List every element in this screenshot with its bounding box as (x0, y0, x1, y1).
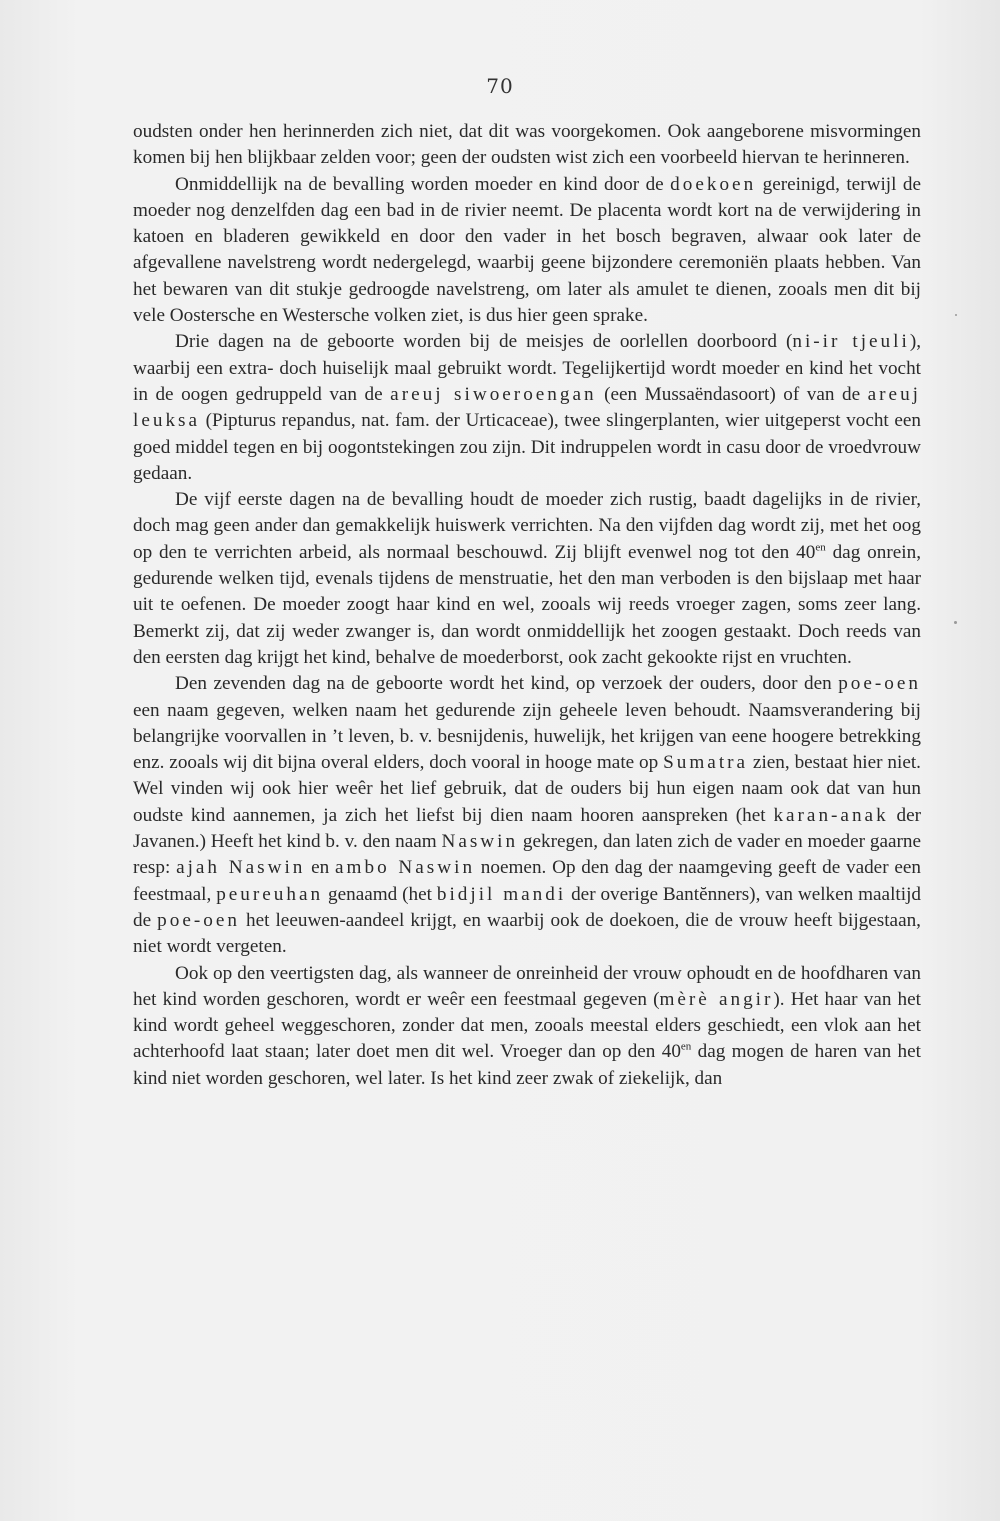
paragraph (133, 961, 921, 1092)
text-run: Ook op den veertigsten dag, als wanneer de onreinheid der vrouw ophoudt en de hoofdharen van het kind worden geschoren, wordt er weêr een feestmaal gegeven ( (133, 962, 921, 1010)
superscript: en (680, 1041, 692, 1053)
spaced-term: ajah Naswin (176, 857, 306, 879)
paragraph (133, 119, 921, 172)
text-run: Drie dagen na de geboorte worden bij de meisjes de oorlellen doorboord ( (175, 331, 793, 353)
spaced-term: peureuhan (216, 883, 324, 905)
spaced-term: areuj leuksa (133, 383, 921, 432)
page-number: 70 (486, 74, 514, 98)
text-run: Onmiddellijk na de bevalling worden moeder en kind door de (175, 173, 671, 195)
text-run: oudsten onder hen herinnerden zich niet, dat dit was voorgekomen. Ook aangeborene misvormingen komen bij hen blijkbaar zelden voor; geen der oudsten wist zich een voorbeeld hiervan te herinneren. (133, 121, 921, 169)
spaced-term: karan-anak (773, 804, 889, 826)
paper-speck (954, 621, 957, 624)
text-run: en (305, 857, 336, 879)
spaced-term: Sumatra (663, 752, 749, 774)
text-run: dag mogen de haren van het kind niet worden geschoren, wel later. Is het kind zeer zwak of ziekelijk, dan (133, 1041, 921, 1089)
text-run: (een Mussaëndasoort) of van de (596, 383, 868, 405)
paragraph (133, 329, 921, 487)
text-run: genaamd (het (323, 883, 437, 905)
spaced-term: poe-oen (157, 909, 240, 931)
text-run: noemen. Op den dag der naamgeving geeft de vader een feestmaal, (133, 857, 921, 905)
spaced-term: Naswin (441, 831, 519, 853)
spaced-term: mèrè angir (659, 988, 774, 1010)
spaced-term: doekoen (670, 173, 757, 195)
superscript: en (815, 541, 826, 554)
text-run: De vijf eerste dagen na de bevalling houdt de moeder zich rustig, baadt dagelijks in de rivier, doch mag geen ander dan gemakkelijk huiswerk verrichten. Na den vijfden dag wordt zij, met het oog op den te verrichten arbeid, als normaal beschouwd. Zij blijft evenwel nog tot den 40 (133, 489, 921, 563)
text-run: Den zevenden dag na de geboorte wordt het kind, op verzoek der ouders, door den (175, 673, 839, 695)
body-text (133, 119, 921, 1092)
paragraph (133, 487, 921, 671)
spaced-term: bidjil mandi (436, 883, 567, 905)
spaced-term: ni-ir tjeuli (792, 331, 910, 353)
text-run: (Pipturus repandus, nat. fam. der Urticaceae), twee slingerplanten, wier uitgeperst vocht een goed middel tegen en bij oogontstekingen zou zijn. Dit indruppelen wordt in casu door de vroedvrouw gedaan. (133, 410, 921, 484)
text-run: ). Het haar van het kind wordt geheel weggeschoren, zonder dat men, zooals meestal elders geschiedt, een vlok aan het achterhoofd laat staan; later doet men dit wel. Vroeger dan op den 40 (133, 988, 921, 1063)
paper-speck (955, 314, 957, 316)
text-run: gereinigd, terwijl de moeder nog denzelfden dag een bad in de rivier neemt. De placenta wordt kort na de verwijdering in katoen en bladeren gewikkeld en door den vader in het bosch begraven, alwaar ook later de afgevallene navelstreng wordt nedergelegd, waarbij geene bijzondere ceremoniën plaats hebben. Van het bewaren van dit stukje gedroogde navelstreng, om later als amulet te dienen, zooals men dit bij vele Oostersche en Westersche volken ziet, is dus hier geen sprake. (133, 173, 922, 327)
text-run: zien, bestaat hier niet. Wel vinden wij ook hier weêr het lief gebruik, dat de ouders bij hun eigen naam ook dat van hun oudste kind aannemen, ja zich het liefst bij dien naam hooren aanspreken (het (133, 752, 921, 826)
text-run: dag onrein, gedurende welken tijd, evenals tijdens de menstruatie, het den man verboden is den bijslaap met haar uit te oefenen. De moeder zoogt haar kind en wel, zooals wij reeds vroeger zagen, soms zeer lang. Bemerkt zij, dat zij weder zwanger is, dan wordt onmiddellijk het zoogen gestaakt. Doch reeds van den eersten dag krijgt het kind, behalve de moederborst, ook zacht gekookte rijst en vruchten. (133, 541, 921, 668)
spaced-term: ambo Naswin (335, 857, 476, 879)
paragraph (133, 172, 921, 330)
text-run: der Javanen.) Heeft het kind b. v. den naam (133, 804, 922, 853)
text-run: een naam gegeven, welken naam het gedurende zijn geheele leven behoudt. Naamsverandering bij belangrijke voorvallen in ’t leven, b. v. besnijdenis, huwelijk, het krijgen van eene hoogere betrekking enz. zooals wij dit bijna overal elders, doch vooral in hooge mate op (133, 699, 921, 774)
text-run: het leeuwen-aandeel krijgt, en waarbij ook de doekoen, die de vrouw heeft bijgestaan, niet wordt vergeten. (133, 909, 921, 958)
spaced-term: areuj siwoeroengan (390, 383, 597, 405)
text-run: der overige Bantĕnners), van welken maaltijd de (133, 883, 921, 931)
text-run: gekregen, dan laten zich de vader en moeder gaarne resp: (133, 831, 921, 879)
paragraph (133, 671, 921, 960)
text-run: ), waarbij een extra- doch huiselijk maal gebruikt wordt. Tegelijkertijd wordt moeder en kind het vocht in de oogen gedruppeld van de (133, 331, 921, 405)
spaced-term: poe-oen (838, 673, 921, 695)
